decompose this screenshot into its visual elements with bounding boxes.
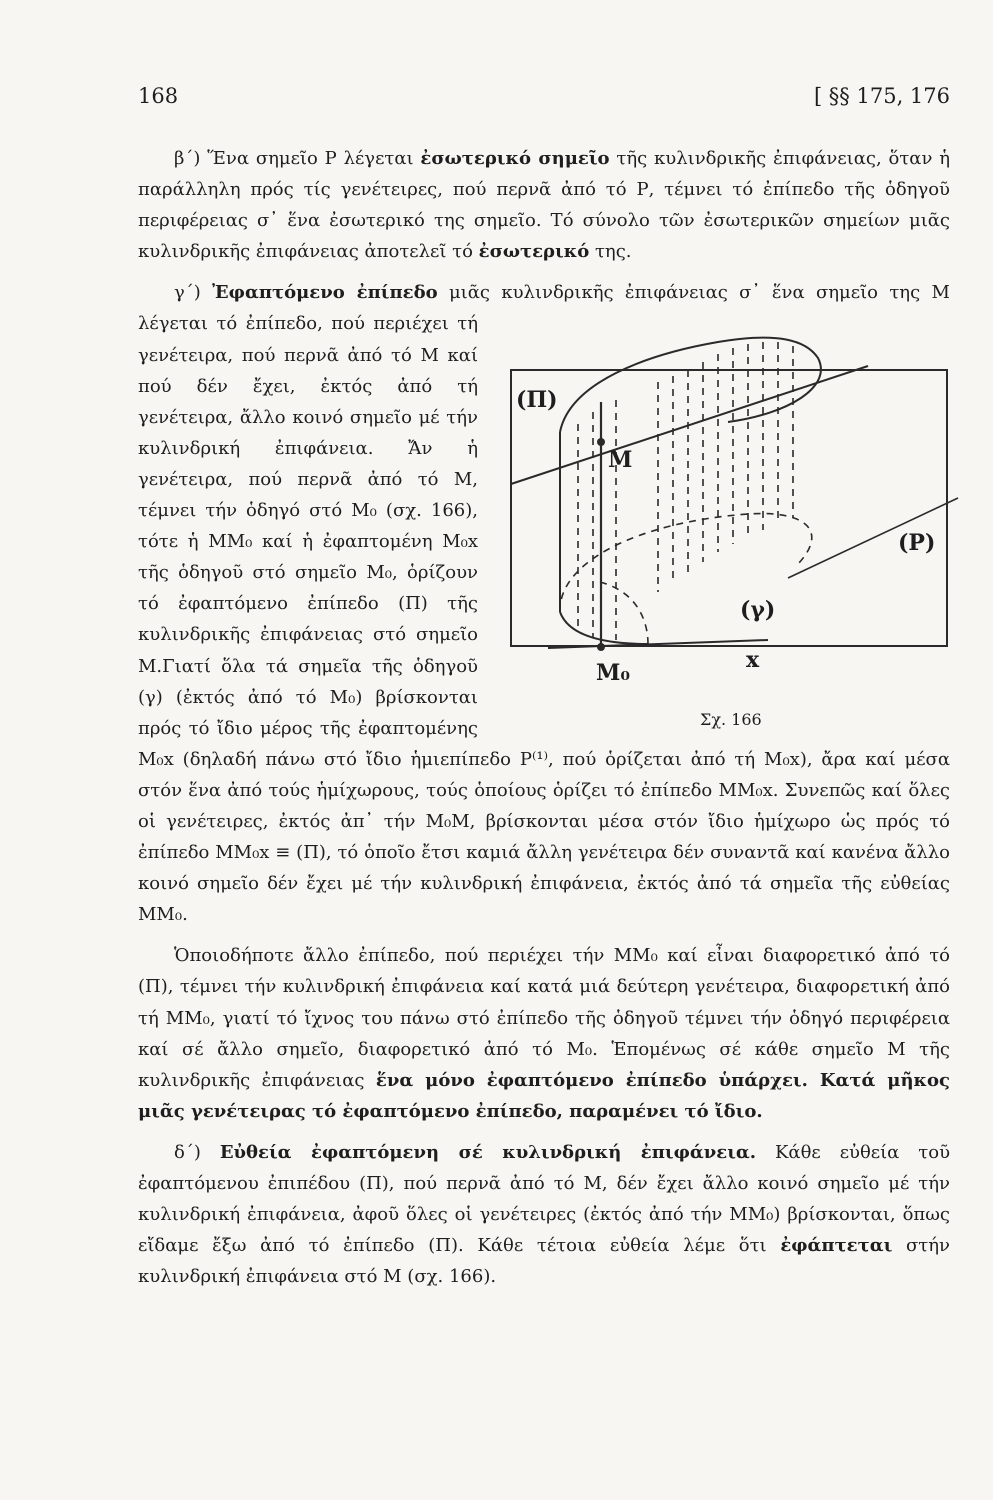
label-x: x xyxy=(746,647,760,674)
text-run: μιᾶς κυλινδρικῆς ἐπιφάνειας σ᾽ ἕνα σημεῖο της Μ λέγεται τό ἐπίπεδο, πού περιέχει τή γενέτειρα, πού περνᾶ ἀπό τό Μ καί πού δέν ἔχει, ἐκτός ἀπό τή γενέτειρα, ἄλλο κοινό σημεῖο μέ τήν κυλινδρική ἐπιφάνεια. Ἄν ἡ γενέτειρα, πού περνᾶ ἀπό τό Μ, τέμνει τήν ὁδηγό στό Μ₀ (σχ. 166), τότε ἡ ΜΜ₀ καί ἡ ἐφαπτομένη Μ₀x τῆς ὁδηγοῦ στό σημεῖο Μ₀, ὁρίζουν τό ἐφαπτόμενο ἐπίπεδο (Π) τῆς κυλινδρικῆς ἐπιφάνειας στό σημεῖο Μ.Γιατί ὅλα τά σημεῖα τῆς ὁδηγοῦ (γ) (ἐκτός ἀπό τό Μ₀) βρίσκονται πρός τό ἴδιο μέρος τῆς ἐφαπτομένης Μ₀x (δηλαδή πάνω στό ἴδιο ἡμιεπίπεδο Ρ⁽¹⁾, πού ὁρίζεται ἀπό τή Μ₀x), ἄρα καί μέσα στόν ἕνα ἀπό τούς ἡμίχωρους, τούς ὁποίους ὁρίζει τό ἐπίπεδο ΜΜ₀x. Συνεπῶς καί ὅλες οἱ γενέτειρες, ἐκτός ἀπ᾽ τήν Μ₀Μ, βρίσκονται μέσα στόν ἴδιο ἡμίχωρο ὡς πρός τό ἐπίπεδο ΜΜ₀x ≡ (Π), τό ὁποῖο ἔτσι καμιά ἄλλη γενέτειρα δέν συναντᾶ καί κανένα ἄλλο κοινό σημεῖο δέν ἔχει μέ τήν κυλινδρική ἐπιφάνεια, ἐκτός ἀπό τά σημεῖα τῆς εὐθείας ΜΜ₀. xyxy=(138,282,950,926)
text-run: δ΄) xyxy=(174,1141,220,1163)
paragraph-delta xyxy=(138,1137,950,1292)
point-m0-dot xyxy=(597,643,605,651)
body-text xyxy=(138,143,950,1292)
text-run: τῆς κυλινδρικῆς ἐπιφάνειας, ὅταν ἡ παράλληλη πρός τίς γενέτειρες, πού περνᾶ ἀπό τό Ρ, τέμνει τό ἐπίπεδο τῆς ὁδηγοῦ περιφέρειας σ᾽ ἕνα ἐσωτερικό της σημεῖο. Τό σύνολο τῶν ἐσωτερικῶν σημείων μιᾶς κυλινδρικῆς ἐπιφάνειας ἀποτελεῖ τό xyxy=(138,148,950,263)
directrix-front xyxy=(560,612,648,644)
section-reference: [ §§ 175, 176 xyxy=(813,84,950,108)
cylinder-tangent-plane-diagram xyxy=(488,282,960,737)
figure-caption: Σχ. 166 xyxy=(700,710,762,730)
label-gamma: (γ) xyxy=(740,597,776,624)
paragraph-gamma xyxy=(138,277,950,930)
label-m0: Μ₀ xyxy=(596,660,630,687)
text-run: Ὁποιοδήποτε ἄλλο ἐπίπεδο, πού περιέχει τήν ΜΜ₀ καί εἶναι διαφορετικό ἀπό τό (Π), τέμνει τήν κυλινδρική ἐπιφάνεια καί κατά μιά δεύτερη γενέτειρα, διαφορετική ἀπό τή ΜΜ₀, γιατί τό ἴχνος του πάνω στό ἐπίπεδο τῆς ὁδηγοῦ τέμνει τήν ὁδηγό περιφέρεια καί σέ ἄλλο σημεῖο, διαφορετικό ἀπό τό Μ₀. Ἑπομένως σέ κάθε σημεῖο Μ τῆς κυλινδρικῆς ἐπιφάνειας xyxy=(138,945,950,1091)
text-run: στήν κυλινδρική ἐπιφάνεια στό Μ (σχ. 166). xyxy=(138,1235,950,1288)
bold-term: ἕνα μόνο ἐφαπτόμενο ἐπίπεδο ὑπάρχει. Κατά μῆκος μιᾶς γενέτειρας τό ἐφαπτόμενο ἐπίπεδο, παραμένει τό ἴδιο. xyxy=(138,1069,950,1122)
bold-term: ἐσωτερικό xyxy=(478,241,590,263)
text-run: Κάθε εὐθεία τοῦ ἐφαπτόμενου ἐπιπέδου (Π), πού περνᾶ ἀπό τό Μ, δέν ἔχει ἄλλο κοινό σημεῖο μέ τήν κυλινδρική ἐπιφάνεια, ἀφοῦ ὅλες οἱ γενέτειρες (ἐκτός ἀπό τήν ΜΜ₀) βρίσκονται, ὅπως εἴδαμε ἔξω ἀπό τό ἐπίπεδο (Π). Κάθε τέτοια εὐθεία λέμε ὅτι xyxy=(138,1141,951,1257)
label-pi: (Π) xyxy=(516,387,558,414)
cylinder-top-rim xyxy=(560,338,821,432)
directrix-hidden-2 xyxy=(600,582,648,644)
label-rho: (Ρ) xyxy=(898,530,936,557)
bold-term: ἐφάπτεται xyxy=(780,1235,893,1257)
figure-166 xyxy=(488,282,960,737)
point-m-dot xyxy=(597,438,605,446)
label-m: Μ xyxy=(608,447,633,474)
plane-slant-line xyxy=(511,366,868,484)
text-run: β΄) Ἕνα σημεῖο Ρ λέγεται xyxy=(174,148,421,169)
bold-term: ἐσωτερικό σημεῖο xyxy=(420,148,610,169)
bold-term: Ἐφαπτόμενο ἐπίπεδο xyxy=(212,282,438,304)
bold-term: Εὐθεία ἐφαπτόμενη σέ κυλινδρική ἐπιφάνεια. xyxy=(219,1141,757,1163)
text-run: γ΄) xyxy=(174,282,213,304)
running-head xyxy=(138,84,950,116)
paragraph-beta xyxy=(138,143,950,267)
page-number: 168 xyxy=(138,84,179,108)
text-run: της. xyxy=(589,241,632,263)
paragraph-other-planes xyxy=(138,940,950,1127)
